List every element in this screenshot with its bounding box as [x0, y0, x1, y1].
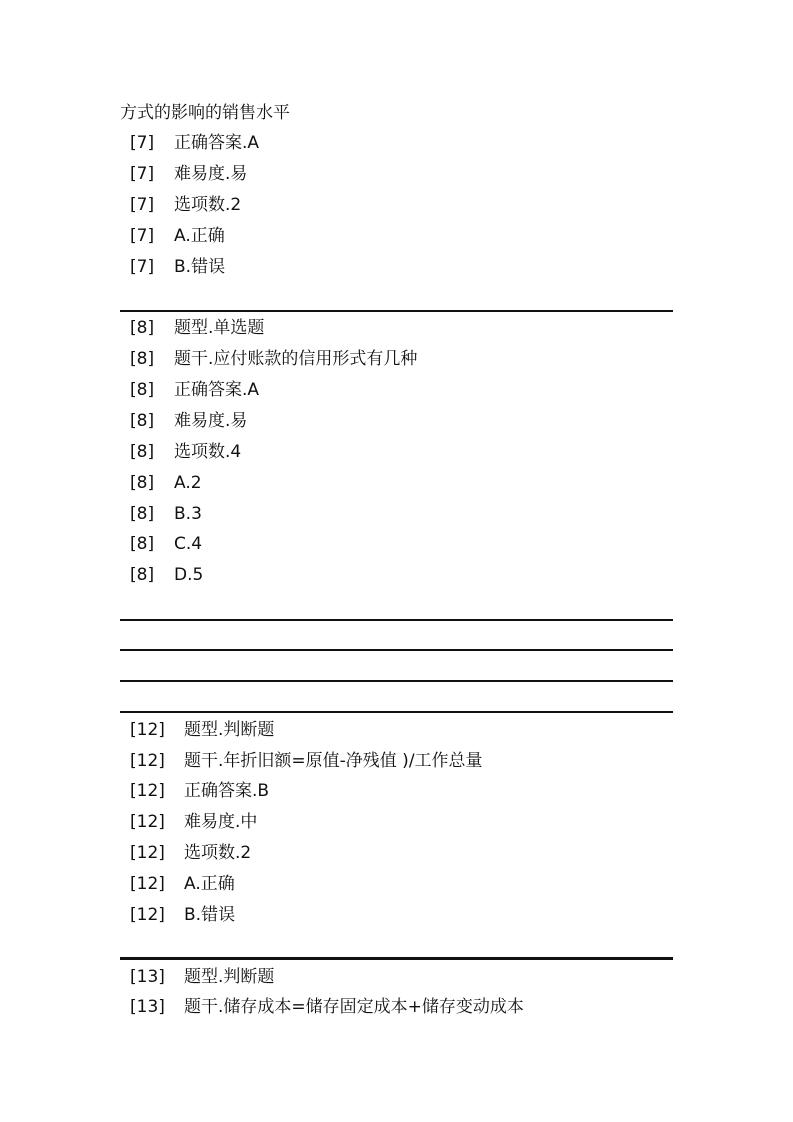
type-line: 题型.判断题 [184, 720, 275, 740]
option-line: A.正确 [184, 874, 235, 894]
difficulty-line: 难易度.易 [174, 411, 248, 431]
question-number: [8] [130, 534, 155, 554]
separator-rule [120, 957, 673, 960]
option-count-line: 选项数.2 [174, 195, 242, 215]
separator-rule [120, 310, 673, 312]
question-number: [13] [130, 967, 165, 987]
question-number: [8] [130, 380, 155, 400]
type-line: 题型.判断题 [184, 967, 275, 987]
question-number: [12] [130, 843, 165, 863]
question-number: [7] [130, 133, 155, 153]
stem-line: 题干.应付账款的信用形式有几种 [174, 349, 418, 369]
question-number: [8] [130, 504, 155, 524]
question-number: [8] [130, 318, 155, 338]
difficulty-line: 难易度.易 [174, 164, 248, 184]
option-line: A.2 [174, 473, 202, 493]
option-count-line: 选项数.4 [174, 442, 242, 462]
question-number: [8] [130, 411, 155, 431]
question-number: [8] [130, 473, 155, 493]
option-line: B.3 [174, 504, 202, 524]
separator-rule [120, 711, 673, 713]
question-number: [8] [130, 565, 155, 585]
option-count-line: 选项数.2 [184, 843, 252, 863]
option-line: B.错误 [184, 905, 236, 925]
answer-line: 正确答案.A [174, 133, 260, 153]
question-number: [7] [130, 257, 155, 277]
question-number: [7] [130, 164, 155, 184]
separator-rule [120, 649, 673, 651]
answer-line: 正确答案.B [184, 781, 270, 801]
option-line: B.错误 [174, 257, 226, 277]
question-number: [12] [130, 905, 165, 925]
type-line: 题型.单选题 [174, 318, 265, 338]
question-number: [7] [130, 195, 155, 215]
separator-rule [120, 680, 673, 682]
question-number: [8] [130, 349, 155, 369]
question-number: [12] [130, 781, 165, 801]
stem-line: 题干.储存成本=储存固定成本+储存变动成本 [184, 997, 524, 1017]
question-number: [12] [130, 751, 165, 771]
question-number: [13] [130, 997, 165, 1017]
option-line: C.4 [174, 534, 203, 554]
question-number: [12] [130, 812, 165, 832]
separator-rule [120, 619, 673, 621]
question-number: [12] [130, 720, 165, 740]
difficulty-line: 难易度.中 [184, 812, 258, 832]
option-line: D.5 [174, 565, 204, 585]
intro-text: 方式的影响的销售水平 [120, 103, 290, 123]
answer-line: 正确答案.A [174, 380, 260, 400]
option-line: A.正确 [174, 226, 225, 246]
question-number: [8] [130, 442, 155, 462]
question-number: [12] [130, 874, 165, 894]
stem-line: 题干.年折旧额=原值-净残值 )/工作总量 [184, 751, 483, 771]
question-number: [7] [130, 226, 155, 246]
